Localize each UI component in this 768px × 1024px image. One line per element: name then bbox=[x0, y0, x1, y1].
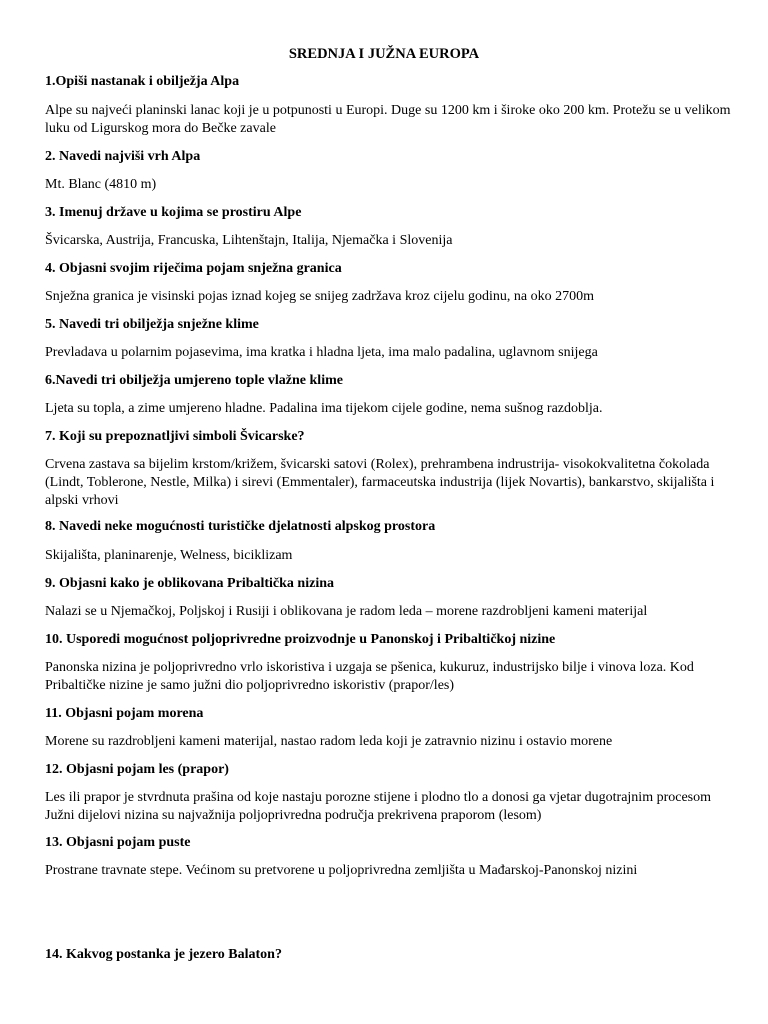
answer-6-line-1: Ljeta su topla, a zime umjereno hladne. Padalina ima tijekom cijele godine, nema sušnog razdoblja. bbox=[45, 401, 603, 416]
question-14: 14. Kakvog postanka je jezero Balaton? bbox=[45, 947, 282, 962]
question-12: 12. Objasni pojam les (prapor) bbox=[45, 762, 229, 777]
question-4: 4. Objasni svojim riječima pojam snježna granica bbox=[45, 261, 342, 276]
answer-6 bbox=[45, 400, 735, 418]
answer-1-line-1: Alpe su najveći planinski lanac koji je u potpunosti u Europi. Duge su 1200 km i široke oko 200 km. Protežu se u velikom bbox=[45, 103, 731, 118]
answer-2-line-1: Mt. Blanc (4810 m) bbox=[45, 177, 157, 192]
answer-2 bbox=[45, 176, 735, 194]
answer-12-line-2: Južni dijelovi nizina su najvažnija poljoprivredna područja prekrivena praporom (lesom) bbox=[45, 808, 542, 823]
question-9: 9. Objasni kako je oblikovana Pribaltička nizina bbox=[45, 576, 334, 591]
answer-10 bbox=[45, 659, 735, 695]
answer-4 bbox=[45, 288, 735, 306]
answer-13-line-1: Prostrane travnate stepe. Većinom su pretvorene u poljoprivredna zemljišta u Mađarskoj-Panonskoj nizini bbox=[45, 863, 638, 878]
answer-8-line-1: Skijališta, planinarenje, Welness, biciklizam bbox=[45, 548, 293, 563]
question-13: 13. Objasni pojam puste bbox=[45, 835, 191, 850]
question-6: 6.Navedi tri obilježja umjereno tople vlažne klime bbox=[45, 373, 343, 388]
answer-5-line-1: Prevladava u polarnim pojasevima, ima kratka i hladna ljeta, ima malo padalina, uglavnom snijega bbox=[45, 345, 598, 360]
answer-5 bbox=[45, 344, 735, 362]
answer-9-line-1: Nalazi se u Njemačkoj, Poljskoj i Rusiji i oblikovana je radom leda – morene razdrobljeni kameni materijal bbox=[45, 604, 648, 619]
answer-3-line-1: Švicarska, Austrija, Francuska, Lihtenštajn, Italija, Njemačka i Slovenija bbox=[45, 233, 453, 248]
question-8: 8. Navedi neke mogućnosti turističke djelatnosti alpskog prostora bbox=[45, 519, 436, 534]
question-11: 11. Objasni pojam morena bbox=[45, 706, 204, 721]
answer-1-line-2: luku od Ligurskog mora do Bečke zavale bbox=[45, 121, 276, 136]
question-2: 2. Navedi najviši vrh Alpa bbox=[45, 149, 201, 164]
answer-11-line-1: Morene su razdrobljeni kameni materijal, nastao radom leda koji je zatravnio nizinu i ostavio morene bbox=[45, 734, 613, 749]
answer-13 bbox=[45, 862, 735, 880]
answer-1 bbox=[45, 102, 735, 138]
question-10: 10. Usporedi mogućnost poljoprivredne proizvodnje u Panonskoj i Pribaltičkoj nizine bbox=[45, 632, 556, 647]
answer-9 bbox=[45, 603, 735, 621]
answer-12-line-1: Les ili prapor je stvrdnuta prašina od koje nastaju porozne stijene i plodno tlo a donosi ga vjetar dugotrajnim procesom bbox=[45, 790, 712, 805]
question-7: 7. Koji su prepoznatljivi simboli Švicarske? bbox=[45, 429, 305, 444]
question-1: 1.Opiši nastanak i obilježja Alpa bbox=[45, 74, 240, 89]
answer-8 bbox=[45, 547, 735, 565]
answer-7-line-2: (Lindt, Toblerone, Nestle, Milka) i sirevi (Emmentaler), farmaceutska industrija (lijek Novartis), bankarstvo, skijališta i bbox=[45, 475, 715, 490]
answer-7 bbox=[45, 456, 735, 510]
answer-12 bbox=[45, 789, 735, 825]
answer-10-line-1: Panonska nizina je poljoprivredno vrlo iskoristiva i uzgaja se pšenica, kukuruz, industrijsko bilje i vinova loza. Kod bbox=[45, 660, 694, 675]
answer-10-line-2: Pribaltičke nizine je samo južni dio poljoprivredno iskoristiv (prapor/les) bbox=[45, 678, 455, 693]
answer-7-line-3: alpski vrhovi bbox=[45, 493, 119, 508]
answer-3 bbox=[45, 232, 735, 250]
question-5: 5. Navedi tri obilježja snježne klime bbox=[45, 317, 259, 332]
document-title: SREDNJA I JUŽNA EUROPA bbox=[288, 46, 480, 62]
answer-7-line-1: Crvena zastava sa bijelim krstom/križem, švicarski satovi (Rolex), prehrambena indrustrija- visokokvalitetna čokolada bbox=[45, 457, 710, 472]
answer-11 bbox=[45, 733, 735, 751]
answer-4-line-1: Snježna granica je visinski pojas iznad kojeg se snijeg zadržava kroz cijelu godinu, na oko 2700m bbox=[45, 289, 594, 304]
question-3: 3. Imenuj države u kojima se prostiru Alpe bbox=[45, 205, 302, 220]
